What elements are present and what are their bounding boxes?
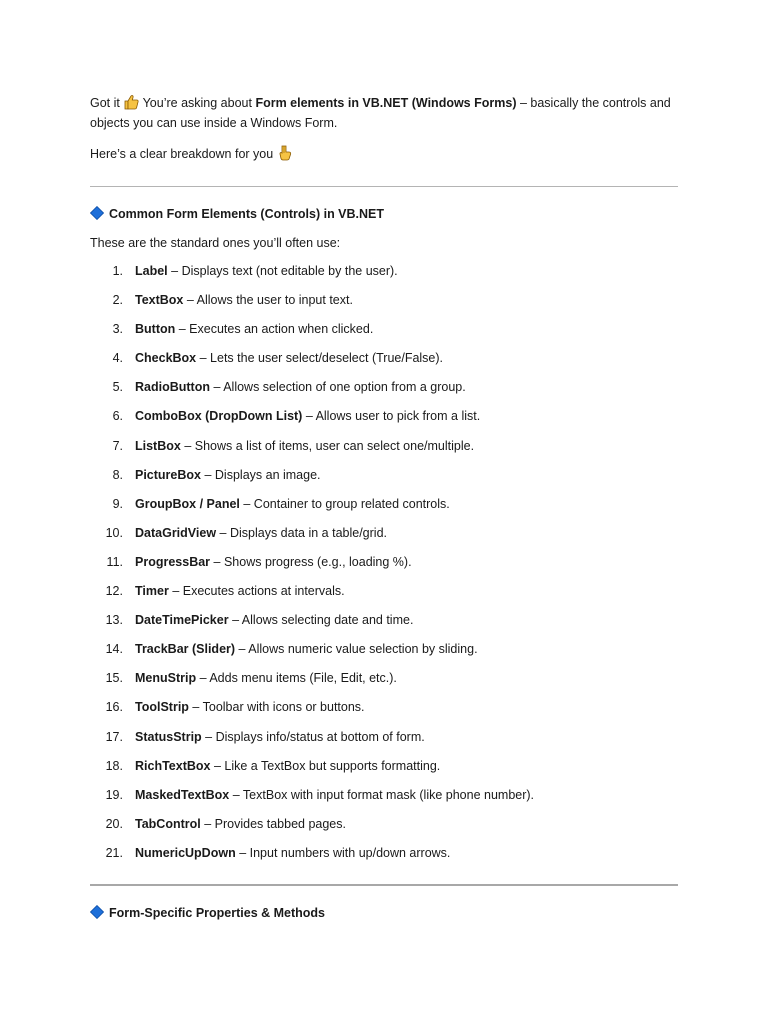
control-description: – Allows the user to input text.: [186, 293, 353, 308]
breakdown-text: Here’s a clear breakdown for you: [90, 147, 274, 161]
intro-paragraph: [90, 93, 678, 133]
list-item: [90, 843, 534, 872]
blue-diamond-icon: [90, 905, 104, 919]
control-name: TextBox: [135, 293, 184, 308]
list-item-number: 7.: [112, 438, 123, 453]
intro-got-it: Got it: [90, 96, 120, 110]
control-name: ComboBox (DropDown List): [135, 409, 303, 424]
list-item: [90, 756, 534, 785]
control-name: Label: [135, 264, 168, 278]
control-name: GroupBox / Panel: [135, 496, 240, 511]
control-description: – Executes actions at intervals.: [172, 584, 345, 599]
control-description: – Executes an action when clicked.: [178, 322, 374, 337]
controls-list: [90, 261, 534, 872]
control-name: ToolStrip: [135, 700, 189, 715]
list-item: [90, 639, 534, 668]
list-item: [90, 319, 534, 348]
control-description: – Allows selection of one option from a group.: [213, 380, 466, 395]
list-item-number: 1.: [112, 264, 123, 278]
control-description: – Input numbers with up/down arrows.: [239, 845, 451, 860]
list-item-number: 13.: [105, 613, 123, 628]
control-name: CheckBox: [135, 351, 197, 366]
list-item: [90, 668, 534, 697]
control-name: ListBox: [135, 438, 181, 453]
control-description: – Shows a list of items, user can select one/multiple.: [184, 438, 475, 453]
divider: [90, 186, 678, 187]
control-name: ProgressBar: [135, 554, 211, 569]
control-description: – Displays an image.: [204, 467, 321, 482]
list-item-number: 14.: [105, 642, 123, 657]
control-description: – Container to group related controls.: [243, 496, 450, 511]
control-name: MaskedTextBox: [135, 787, 230, 802]
blue-diamond-icon: [90, 206, 104, 220]
intro-rest: – basically the controls and objects you can use inside a Windows Form.: [90, 96, 671, 130]
section-lead-text: These are the standard ones you’ll often use:: [90, 236, 341, 250]
control-description: – Displays data in a table/grid.: [219, 525, 388, 540]
section-heading-form-properties: [90, 903, 325, 923]
list-item: [90, 610, 534, 639]
control-name: RadioButton: [135, 380, 210, 395]
list-item-number: 9.: [112, 496, 123, 511]
control-description: – Shows progress (e.g., loading %).: [213, 554, 412, 569]
list-item: [90, 581, 534, 610]
control-description: – TextBox with input format mask (like phone number).: [232, 787, 535, 802]
control-name: DataGridView: [135, 525, 217, 540]
list-item: [90, 348, 534, 377]
list-item-number: 20.: [105, 816, 123, 831]
divider: [90, 884, 678, 886]
list-item: [90, 494, 534, 523]
list-item-number: 10.: [105, 525, 123, 540]
pointing-down-icon: [277, 145, 293, 161]
list-item-number: 21.: [105, 845, 123, 860]
list-item-number: 4.: [112, 351, 123, 366]
control-description: – Displays info/status at bottom of form.: [205, 729, 425, 744]
list-item: [90, 406, 534, 435]
list-item: [90, 436, 534, 465]
list-item-number: 3.: [112, 322, 123, 337]
list-item-number: 17.: [105, 729, 123, 744]
list-item: [90, 814, 534, 843]
control-name: Timer: [135, 584, 169, 599]
list-item: [90, 261, 534, 290]
list-item: [90, 465, 534, 494]
breakdown-line: [90, 144, 293, 164]
section-heading-common-controls: [90, 204, 384, 224]
intro-topic: Form elements in VB.NET (Windows Forms): [255, 96, 517, 110]
control-description: – Provides tabbed pages.: [204, 816, 346, 831]
control-description: – Lets the user select/deselect (True/False).: [199, 351, 444, 366]
control-description: – Like a TextBox but supports formatting.: [213, 758, 441, 773]
control-description: – Toolbar with icons or buttons.: [192, 700, 365, 715]
section-heading-text: Common Form Elements (Controls) in VB.NET: [109, 207, 385, 221]
control-name: StatusStrip: [135, 729, 202, 744]
thumbs-up-icon: [123, 94, 139, 110]
list-item: [90, 290, 534, 319]
control-name: Button: [135, 322, 176, 337]
list-item: [90, 785, 534, 814]
list-item-number: 15.: [105, 671, 123, 686]
list-item: [90, 727, 534, 756]
list-item-number: 5.: [112, 380, 123, 395]
control-name: TrackBar (Slider): [135, 642, 236, 657]
list-item-number: 12.: [105, 584, 123, 599]
list-item-number: 16.: [105, 700, 123, 715]
control-name: RichTextBox: [135, 758, 211, 773]
list-item-number: 11.: [106, 554, 123, 569]
list-item-number: 18.: [105, 758, 123, 773]
control-description: – Allows selecting date and time.: [232, 613, 414, 628]
control-name: MenuStrip: [135, 671, 197, 686]
list-item-number: 19.: [105, 787, 123, 802]
list-item: [90, 697, 534, 726]
list-item: [90, 552, 534, 581]
list-item: [90, 523, 534, 552]
list-item: [90, 377, 534, 406]
list-item-number: 6.: [112, 409, 123, 424]
control-description: – Adds menu items (File, Edit, etc.).: [199, 671, 397, 686]
list-item-number: 8.: [112, 467, 123, 482]
control-description: – Allows user to pick from a list.: [305, 409, 481, 424]
list-item-number: 2.: [112, 293, 123, 308]
control-name: DateTimePicker: [135, 613, 229, 628]
control-name: TabControl: [135, 816, 201, 831]
control-name: PictureBox: [135, 467, 201, 482]
intro-asking: You’re asking about: [142, 96, 252, 110]
section-heading-text: Form-Specific Properties & Methods: [109, 906, 326, 920]
control-description: – Displays text (not editable by the user).: [171, 264, 398, 278]
control-description: – Allows numeric value selection by sliding.: [238, 642, 478, 657]
control-name: NumericUpDown: [135, 845, 236, 860]
